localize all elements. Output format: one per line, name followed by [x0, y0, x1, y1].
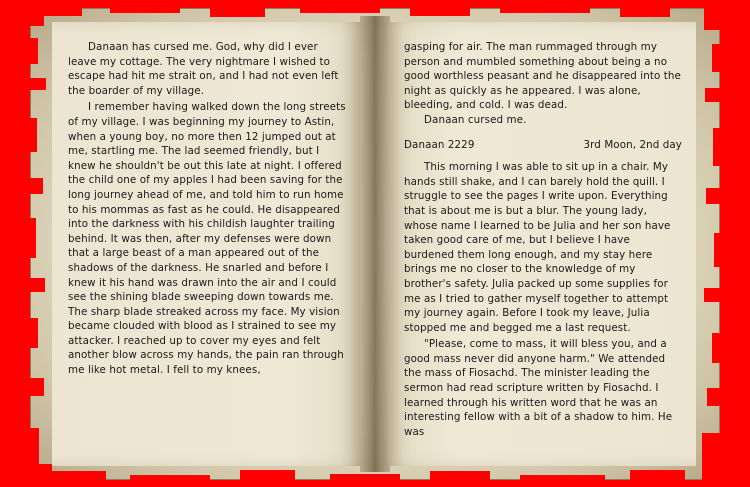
paragraph: "Please, come to mass, it will bless you, and a good mass never did anyone harm." We attended the mass of Fiosachd. The minister leading the sermon had read scripture written by Fiosachd. I learned through his written word that he was an interesting fellow with a bit of a shadow to him. He was — [404, 338, 673, 438]
open-book — [30, 8, 720, 480]
entry-title: Danaan 2229 — [404, 138, 475, 151]
paragraph: Danaan has cursed me. God, why did I ever leave my cottage. The very nightmare I wished to escape had hit me strait on, and I had not even left the boarder of my village. — [68, 41, 339, 97]
entry-header — [404, 138, 682, 153]
paragraph-short: Danaan cursed me. — [424, 113, 527, 126]
entry-date: 3rd Moon, 2nd day — [583, 138, 682, 151]
paragraph-continuation: gasping for air. The man rummaged through my person and mumbled something about being a no good worthless peasant and he disappeared into the night as quickly as he appeared. I was alone, bleeding, and cold. I was dead. — [404, 41, 681, 112]
right-page-text — [404, 40, 682, 439]
paragraph: This morning I was able to sit up in a chair. My hands still shake, and I can barely hold the quill. I struggle to see the pages I write upon. Everything that is about me is but a blur. The young lady, whose name I learned to be Julia and her son have taken good care of me, but I believe I have burdened them long enough, and my stay here brings me no closer to the knowledge of my brother's safety. Julia packed up some supplies for me as I tried to gather myself together to attempt my journey again. Before I took my leave, Julia stopped me and begged me a last request. — [404, 161, 671, 334]
paragraph: I remember having walked down the long streets of my village. I was beginning my journey to Astin, when a young boy, no more then 12 jumped out at me, startling me. The lad seemed friendly, but I knew he shouldn't be out this late at night. I offered the child one of my apples I had been saving for the long journey ahead of me, and told him to run home to his mommas as fast as he could. He disappeared into the darkness with his childish laughter trailing behind. It was then, after my defenses were down that a large beast of a man appeared out of the shadows of the darkness. He snarled and before I knew it his hand was drawn into the air and I could see the shining blade sweeping down towards me. The sharp blade streaked across my face. My vision became clouded with blood as I strained to see my attacker. I reached up to cover my eyes and felt another blow across my hands, the pain ran through me like hot metal. I fell to my knees, — [68, 101, 346, 377]
right-page — [388, 22, 696, 466]
left-page-text — [68, 40, 346, 378]
book-gutter — [360, 16, 390, 472]
left-page — [52, 22, 360, 466]
